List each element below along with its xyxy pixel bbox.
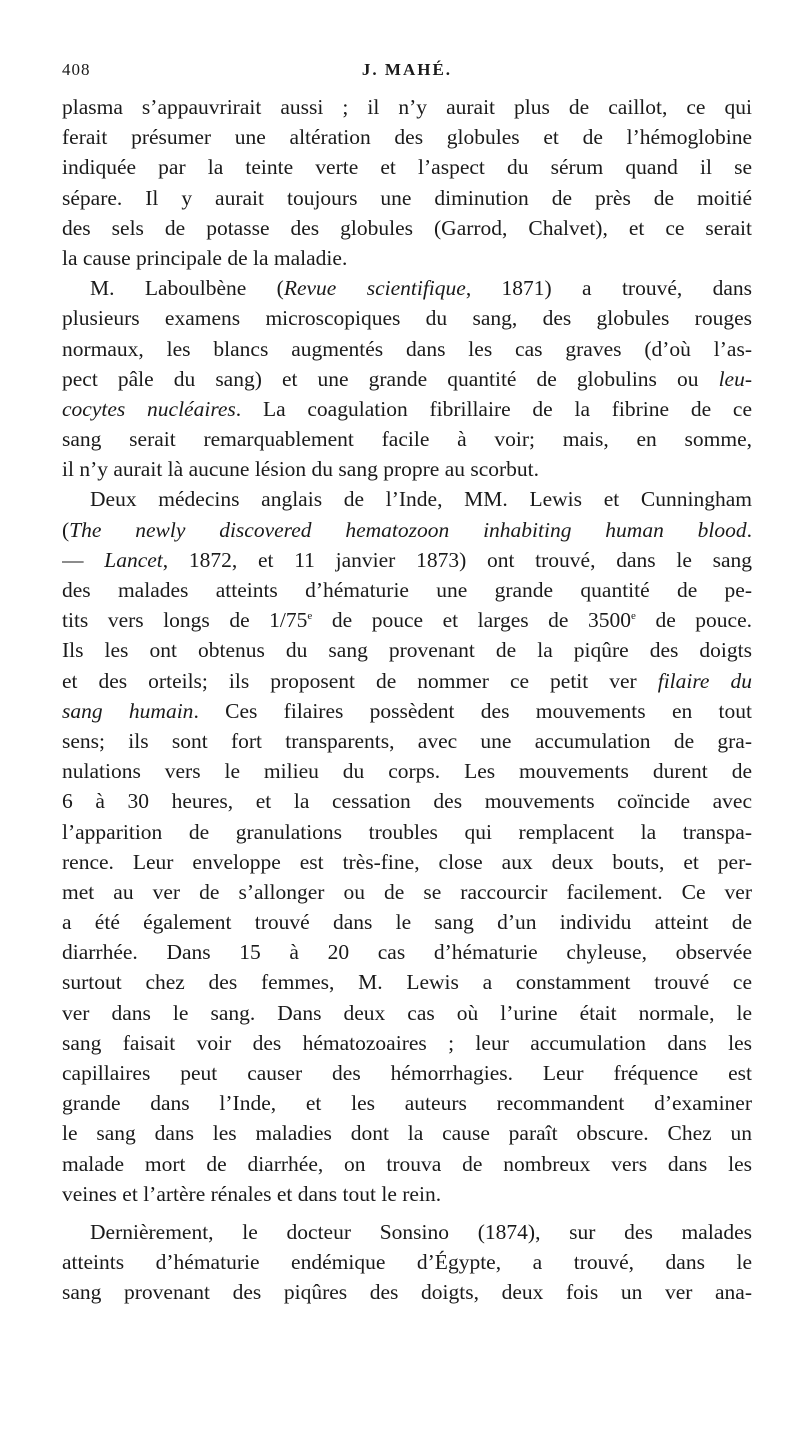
text-line: — Lancet, 1872, et 11 janvier 1873) ont trouvé, dans le sang (62, 547, 752, 572)
text-line: diarrhée. Dans 15 à 20 cas d’hématurie chyleuse, observée (62, 940, 752, 965)
text-line: le sang dans les maladies dont la cause paraît obscure. Chez un (62, 1121, 752, 1146)
body-text (62, 92, 752, 1308)
text-line: ver dans le sang. Dans deux cas où l’urine était normale, le (62, 1000, 752, 1025)
text-line: la cause principale de la maladie. (62, 245, 348, 270)
running-head (62, 56, 752, 86)
text-line: 6 à 30 heures, et la cessation des mouvements coïncide avec (62, 789, 752, 814)
text-line: sens; ils sont fort transparents, avec une accumulation de gra- (62, 728, 752, 753)
text-line: sang serait remarquablement facile à voir; mais, en somme, (62, 427, 752, 452)
text-line: Dernièrement, le docteur Sonsino (1874), sur des malades (90, 1219, 752, 1244)
text-line: indiquée par la teinte verte et l’aspect du sérum quand il se (62, 155, 752, 180)
text-line: et des orteils; ils proposent de nommer ce petit ver filaire du (62, 668, 752, 693)
text-line: M. Laboulbène (Revue scientifique, 1871) a trouvé, dans (90, 276, 752, 301)
text-line: des sels de potasse des globules (Garrod, Chalvet), et ce serait (62, 215, 752, 240)
book-page (62, 56, 752, 1308)
text-line: Ils les ont obtenus du sang provenant de la piqûre des doigts (62, 638, 752, 663)
text-line: l’apparition de granulations troubles qui remplacent la transpa- (62, 819, 752, 844)
text-line: veines et l’artère rénales et dans tout le rein. (62, 1181, 442, 1206)
text-line: rence. Leur enveloppe est très-fine, close aux deux bouts, et per- (62, 849, 752, 874)
text-line: des malades atteints d’hématurie une grande quantité de pe- (62, 578, 752, 602)
text-line: cocytes nucléaires. La coagulation fibrillaire de la fibrine de ce (62, 396, 752, 421)
text-line: pect pâle du sang) et une grande quantité de globulins ou leu- (62, 366, 752, 391)
text-line: nulations vers le milieu du corps. Les mouvements durent de (62, 759, 752, 784)
text-line: a été également trouvé dans le sang d’un individu atteint de (62, 910, 752, 935)
text-line: capillaires peut causer des hémorrhagies. Leur fréquence est (62, 1061, 752, 1085)
text-line: il n’y aurait là aucune lésion du sang propre au scorbut. (62, 457, 540, 482)
text-line: ferait présumer une altération des globules et de l’hémoglobine (62, 125, 752, 150)
text-line: sépare. Il y aurait toujours une diminution de près de moitié (62, 185, 752, 210)
text-line: normaux, les blancs augmentés dans les cas graves (d’où l’as- (62, 336, 752, 361)
text-line: grande dans l’Inde, et les auteurs recommandent d’examiner (62, 1091, 752, 1116)
text-line: surtout chez des femmes, M. Lewis a constamment trouvé ce (62, 970, 752, 995)
text-line: tits vers longs de 1/75e de pouce et larges de 3500e de pouce. (62, 608, 752, 633)
text-line: sang humain. Ces filaires possèdent des mouvements en tout (62, 698, 752, 723)
running-title: J. MAHÉ. (361, 60, 453, 79)
text-line: sang provenant des piqûres des doigts, deux fois un ver ana- (62, 1280, 752, 1305)
text-line: sang faisait voir des hématozoaires ; leur accumulation dans les (62, 1030, 752, 1055)
text-line: atteints d’hématurie endémique d’Égypte, a trouvé, dans le (62, 1250, 752, 1275)
page-number: 408 (62, 60, 91, 79)
text-line: plasma s’appauvrirait aussi ; il n’y aurait plus de caillot, ce qui (62, 95, 752, 119)
text-line: (The newly discovered hematozoon inhabiting human blood. (62, 517, 752, 542)
text-line: Deux médecins anglais de l’Inde, MM. Lewis et Cunningham (90, 487, 752, 512)
text-line: plusieurs examens microscopiques du sang, des globules rouges (62, 306, 752, 331)
text-line: malade mort de diarrhée, on trouva de nombreux vers dans les (62, 1151, 752, 1176)
text-line: met au ver de s’allonger ou de se raccourcir facilement. Ce ver (62, 879, 752, 904)
